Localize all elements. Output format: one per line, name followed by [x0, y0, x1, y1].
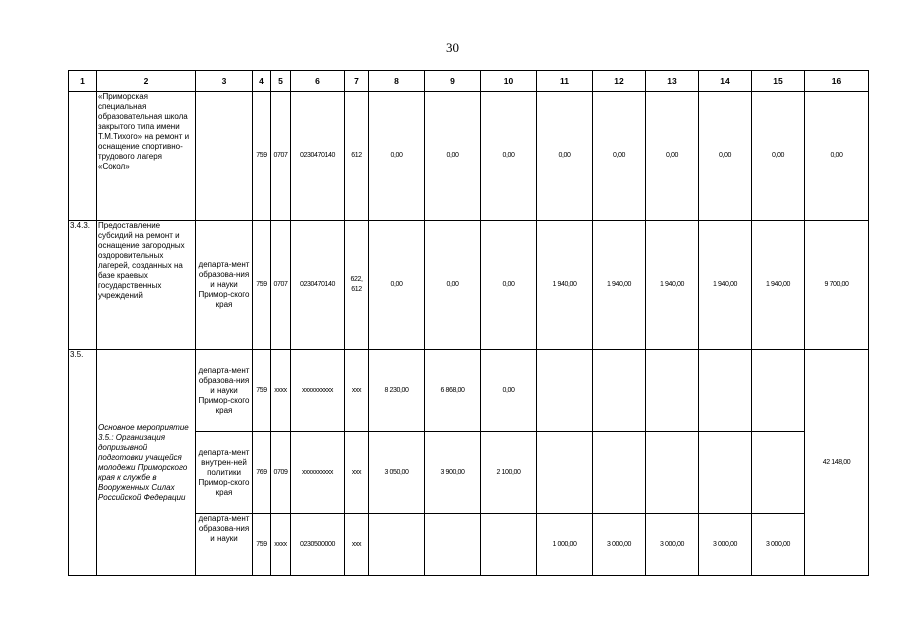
executor: департа-мент образова-ния и науки Примор-ского края [196, 221, 253, 350]
executor: департа-мент внутрен-ней политики Примор-ского края [196, 432, 253, 514]
amount-cell: 1 940,00 [752, 221, 805, 350]
expense-type-code: 612 [345, 92, 369, 221]
budget-table [68, 70, 869, 576]
amount-cell: 0,00 [481, 221, 537, 350]
section-code: хххх [271, 350, 291, 432]
column-header: 3 [196, 71, 253, 92]
row-number: 3.5. [69, 350, 97, 576]
amount-cell [699, 350, 752, 432]
column-header: 5 [271, 71, 291, 92]
amount-cell: 3 050,00 [369, 432, 425, 514]
amount-cell: 1 940,00 [699, 221, 752, 350]
ministry-code: 759 [253, 350, 271, 432]
expense-type-code: ххх [345, 350, 369, 432]
amount-cell: 8 230,00 [369, 350, 425, 432]
expense-type-code: ххх [345, 432, 369, 514]
total-cell: 42 148,00 [805, 350, 869, 576]
column-header: 15 [752, 71, 805, 92]
target-article-code: 0230470140 [291, 92, 345, 221]
section-code: 0709 [271, 432, 291, 514]
column-header: 2 [97, 71, 196, 92]
amount-cell: 3 900,00 [425, 432, 481, 514]
expense-type-code: 622, 612 [345, 221, 369, 350]
amount-cell: 3 000,00 [593, 514, 646, 576]
amount-cell: 0,00 [425, 221, 481, 350]
amount-cell: 2 100,00 [481, 432, 537, 514]
activity-name: «Приморская специальная образовательная школа закрытого типа имени Т.М.Тихого» на ремонт и оснащение спортивно-трудового лагеря «Сокол» [97, 92, 196, 221]
amount-cell: 1 940,00 [593, 221, 646, 350]
column-header: 9 [425, 71, 481, 92]
amount-cell: 0,00 [481, 92, 537, 221]
amount-cell [425, 514, 481, 576]
column-header: 6 [291, 71, 345, 92]
activity-name: Предоставление субсидий на ремонт и оснащение загородных оздоровительных лагерей, созданных на базе краевых государственных учреждений [97, 221, 196, 350]
ministry-code: 759 [253, 92, 271, 221]
amount-cell [752, 350, 805, 432]
column-header: 7 [345, 71, 369, 92]
column-header: 13 [646, 71, 699, 92]
amount-cell: 0,00 [593, 92, 646, 221]
amount-cell: 1 940,00 [646, 221, 699, 350]
amount-cell: 0,00 [537, 92, 593, 221]
amount-cell: 0,00 [752, 92, 805, 221]
executor: департа-мент образова-ния и науки Примор-ского края [196, 350, 253, 432]
amount-cell: 3 000,00 [752, 514, 805, 576]
amount-cell [369, 514, 425, 576]
amount-cell: 1 000,00 [537, 514, 593, 576]
table-row [69, 221, 869, 350]
total-cell: 9 700,00 [805, 221, 869, 350]
column-header: 4 [253, 71, 271, 92]
executor: департа-мент образова-ния и науки [196, 514, 253, 576]
column-header: 8 [369, 71, 425, 92]
amount-cell [593, 350, 646, 432]
page-number: 30 [446, 40, 459, 55]
target-article-code: хххххххххх [291, 432, 345, 514]
amount-cell: 3 000,00 [699, 514, 752, 576]
amount-cell: 0,00 [481, 350, 537, 432]
header-row [69, 71, 869, 92]
amount-cell: 0,00 [369, 221, 425, 350]
target-article-code: 0230470140 [291, 221, 345, 350]
amount-cell: 3 000,00 [646, 514, 699, 576]
target-article-code: хххххххххх [291, 350, 345, 432]
row-number: 3.4.3. [69, 221, 97, 350]
ministry-code: 759 [253, 221, 271, 350]
column-header: 16 [805, 71, 869, 92]
amount-cell [699, 432, 752, 514]
amount-cell [593, 432, 646, 514]
section-code: 0707 [271, 221, 291, 350]
ministry-code: 769 [253, 432, 271, 514]
amount-cell [752, 432, 805, 514]
column-header: 12 [593, 71, 646, 92]
amount-cell [537, 432, 593, 514]
table-row [69, 350, 869, 432]
amount-cell: 1 940,00 [537, 221, 593, 350]
ministry-code: 759 [253, 514, 271, 576]
column-header: 10 [481, 71, 537, 92]
amount-cell: 0,00 [646, 92, 699, 221]
amount-cell [646, 350, 699, 432]
amount-cell: 6 868,00 [425, 350, 481, 432]
section-code: 0707 [271, 92, 291, 221]
column-header: 14 [699, 71, 752, 92]
expense-type-code: ххх [345, 514, 369, 576]
row-number [69, 92, 97, 221]
table-row [69, 92, 869, 221]
activity-name: Основное мероприятие 3.5.: Организация допризывной подготовки учащейся молодежи Приморского края к службе в Вооруженных Силах Российской Федерации [97, 350, 196, 576]
amount-cell: 0,00 [369, 92, 425, 221]
total-cell: 0,00 [805, 92, 869, 221]
amount-cell: 0,00 [425, 92, 481, 221]
amount-cell [646, 432, 699, 514]
amount-cell [481, 514, 537, 576]
target-article-code: 0230500000 [291, 514, 345, 576]
section-code: хххх [271, 514, 291, 576]
amount-cell: 0,00 [699, 92, 752, 221]
column-header: 11 [537, 71, 593, 92]
column-header: 1 [69, 71, 97, 92]
executor [196, 92, 253, 221]
amount-cell [537, 350, 593, 432]
